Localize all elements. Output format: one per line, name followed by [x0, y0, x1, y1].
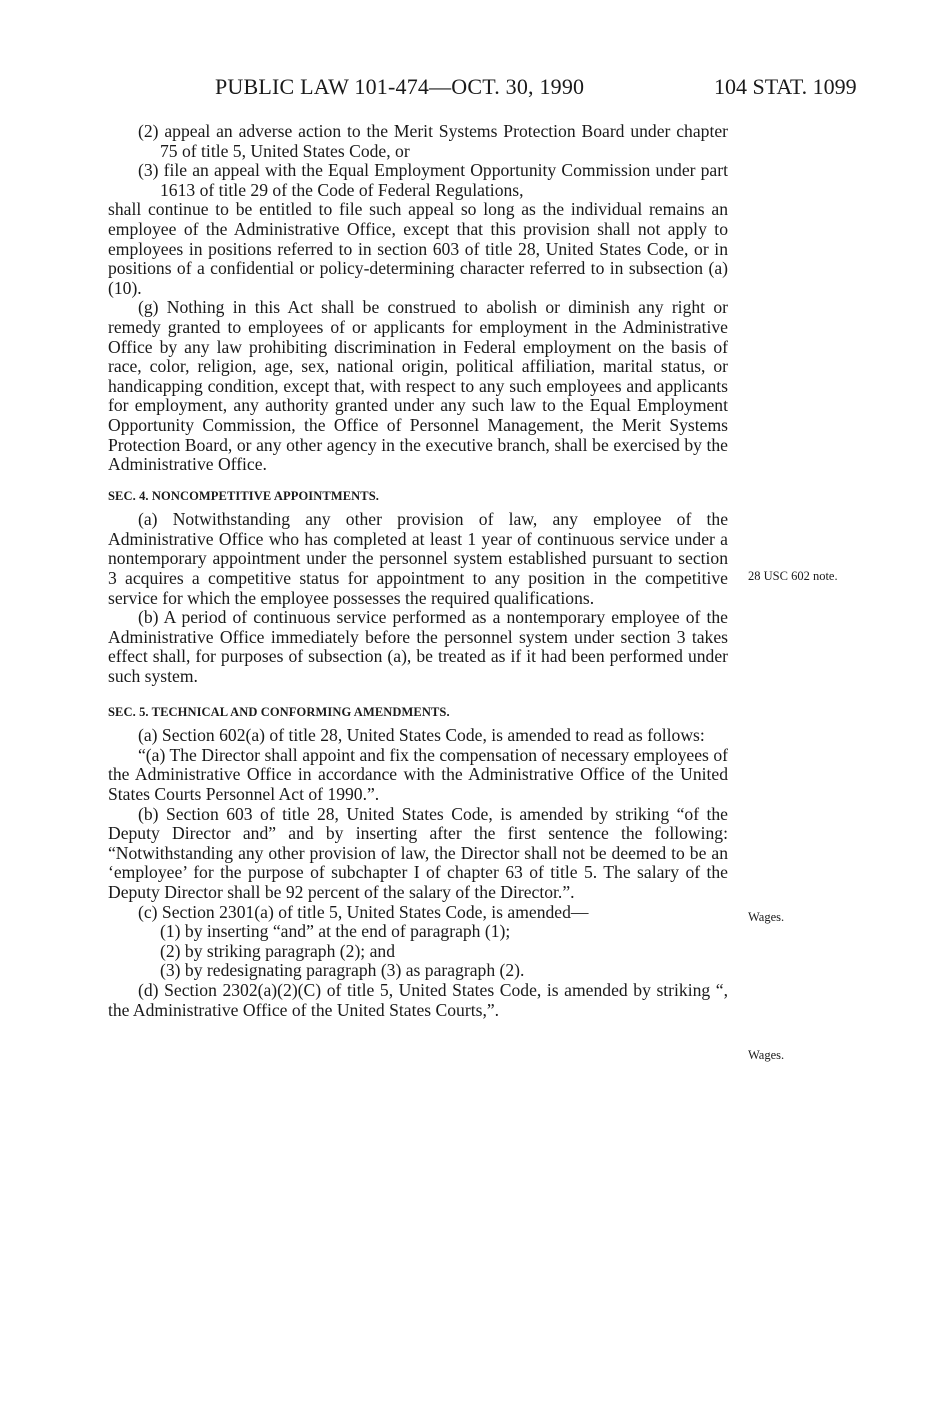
- paragraph-item-2: (2) appeal an adverse action to the Merit Systems Protection Board under chapter 75 of title 5, United States Code, or: [138, 121, 728, 161]
- section-5-paragraph-c: (c) Section 2301(a) of title 5, United States Code, is amended—: [138, 901, 589, 922]
- section-5-paragraph-c-3: (3) by redesignating paragraph (3) as paragraph (2).: [160, 960, 525, 981]
- document-body: [108, 122, 728, 1020]
- section-5-paragraph-b: (b) Section 603 of title 28, United States Code, is amended by striking “of the Deputy Director and” and by inserting after the first sentence the following: “Notwithstanding any other provision of law, the Director shall not be deemed to be an ‘employee’ for the purpose of subchapter I of chapter 63 of title 5. The salary of the Deputy Director shall be 92 percent of the salary of the Director.”.: [108, 803, 728, 902]
- section-5-heading: SEC. 5. TECHNICAL AND CONFORMING AMENDMENTS.: [108, 704, 450, 719]
- section-5-paragraph-a-quote: “(a) The Director shall appoint and fix the compensation of necessary employees of the Administrative Office in accordance with the Administrative Office of the United States Courts Personnel Act of 1990.”.: [108, 744, 728, 804]
- section-4-paragraph-b: (b) A period of continuous service performed as a nontemporary employee of the Administrative Office immediately before the personnel system under section 3 takes effect shall, for purposes of subsection (a), be treated as if it had been performed under such system.: [108, 607, 728, 687]
- page-header-stat-page: 104 STAT. 1099: [714, 74, 857, 99]
- section-4-paragraph-a: (a) Notwithstanding any other provision of law, any employee of the Administrative Office who has completed at least 1 year of continuous service under a nontemporary appointment under the personnel system established pursuant to section 3 acquires a competitive status for appointment to any position in the competitive service for which the employee possesses the required qualifications.: [108, 509, 728, 608]
- section-4-heading: SEC. 4. NONCOMPETITIVE APPOINTMENTS.: [108, 488, 379, 503]
- section-5-paragraph-a: (a) Section 602(a) of title 28, United States Code, is amended to read as follows:: [138, 725, 705, 746]
- section-5-paragraph-c-1: (1) by inserting “and” at the end of paragraph (1);: [160, 921, 511, 942]
- section-5-paragraph-c-2: (2) by striking paragraph (2); and: [160, 940, 395, 961]
- margin-note-wages-1: Wages.: [748, 910, 785, 924]
- paragraph-g: (g) Nothing in this Act shall be construed to abolish or diminish any right or remedy granted to employees of or applicants for employment in the Administrative Office by any law prohibiting discrimination in Federal employment on the basis of race, color, religion, age, sex, national origin, political affiliation, marital status, or handicapping condition, except that, with respect to any such employees and applicants for employment, any authority granted under any such law to the Equal Employment Opportunity Commission, the Office of Personnel Management, the Merit Systems Protection Board, or any other agency in the executive branch, shall be exercised by the Administrative Office.: [108, 297, 728, 475]
- margin-note-wages-2: Wages.: [748, 1048, 785, 1062]
- section-5-paragraph-d: (d) Section 2302(a)(2)(C) of title 5, United States Code, is amended by striking “, the Administrative Office of the United States Courts,”.: [108, 979, 728, 1020]
- paragraph-continuation: shall continue to be entitled to file such appeal so long as the individual remains an employee of the Administrative Office, except that this provision shall not apply to employees in positions referred to in section 603 of title 28, United States Code, or in positions of a confidential or policy-determining character referred to in subsection (a)(10).: [108, 199, 728, 298]
- margin-note-usc: 28 USC 602 note.: [748, 569, 838, 583]
- page-header-law-date: PUBLIC LAW 101-474—OCT. 30, 1990: [215, 74, 585, 99]
- paragraph-item-3: (3) file an appeal with the Equal Employment Opportunity Commission under part 1613 of title 29 of the Code of Federal Regulations,: [138, 160, 728, 200]
